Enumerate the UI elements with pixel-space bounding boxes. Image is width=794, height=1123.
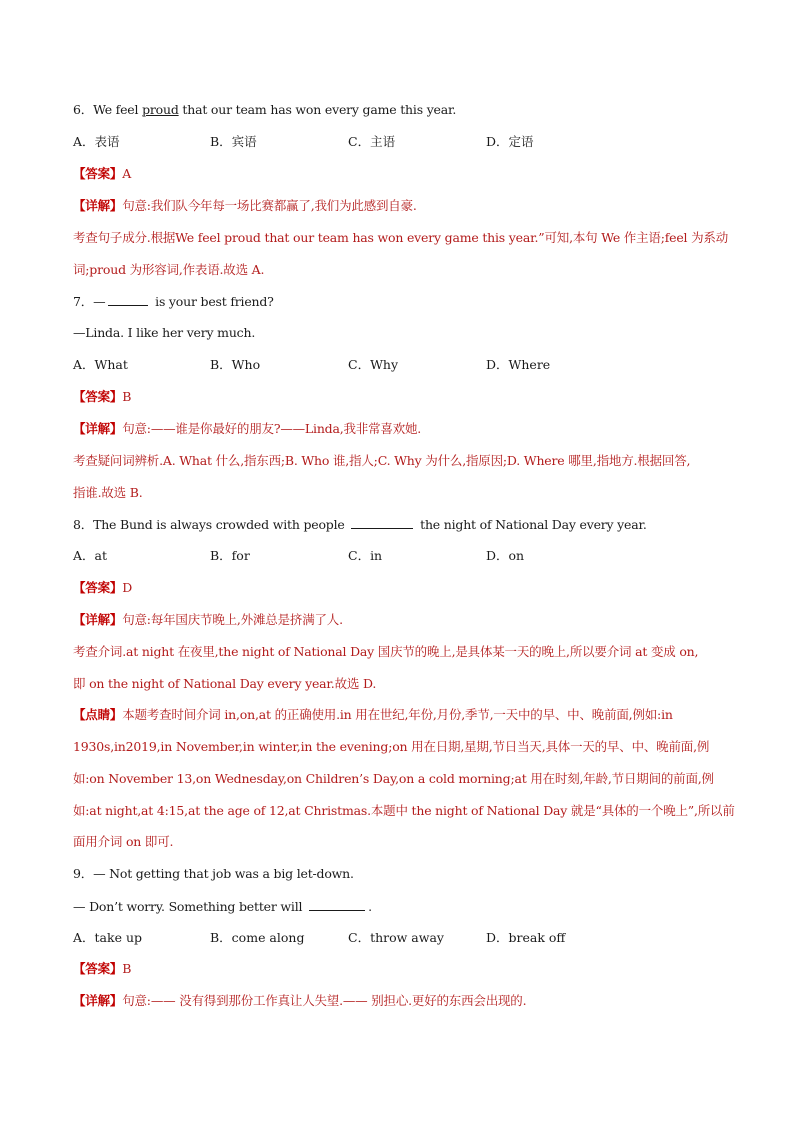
option-c: C．throw away — [348, 930, 444, 945]
answer-blank — [309, 898, 365, 911]
answer-line — [73, 166, 131, 182]
question-number: 7． — [73, 294, 94, 309]
answer-tag: 【答案】 — [73, 389, 123, 404]
point-line: 如:at night,at 4:15,at the age of 12,at Christmas.本题中 the night of National Day 就是“具体的一个晚上”,所以前 — [73, 803, 735, 818]
point-line: 【点睛】本题考查时间介词 in,on,at 的正确使用.in 用在世纪,年份,月份,季节,一天中的早、中、晚前面,例如:in — [73, 707, 673, 722]
detail-tag: 【详解】 — [73, 198, 123, 213]
question-7-stem: 7．— is your best friend? — [73, 294, 274, 309]
question-number: 9． — [73, 866, 94, 881]
detail-tag: 【详解】 — [73, 612, 123, 627]
answer-value: D — [122, 580, 133, 595]
question-9-reply: — Don’t worry. Something better will . — [73, 899, 372, 914]
answer-tag: 【答案】 — [73, 166, 123, 181]
answer-value: B — [122, 389, 132, 404]
question-9-stem: 9．— Not getting that job was a big let-down. — [73, 866, 354, 881]
detail-line: 考查疑问词辨析.A. What 什么,指东西;B. Who 谁,指人;C. Why 为什么,指原因;D. Where 哪里,指地方.根据回答, — [73, 453, 691, 468]
answer-tag: 【答案】 — [73, 580, 123, 595]
option-d: D．Where — [486, 357, 551, 372]
option-c: C．主语 — [348, 134, 396, 149]
option-a: A．表语 — [73, 134, 120, 149]
answer-value: A — [122, 166, 132, 181]
point-line: 面用介词 on 即可. — [73, 834, 174, 849]
detail-line: 【详解】句意:—— 没有得到那份工作真让人失望.—— 别担心.更好的东西会出现的. — [73, 993, 527, 1008]
answer-tag: 【答案】 — [73, 961, 123, 976]
option-b: B．宾语 — [210, 134, 257, 149]
option-d: D．定语 — [486, 134, 534, 149]
detail-line: 考查介词.at night 在夜里,the night of National Day 国庆节的晚上,是具体某一天的晚上,所以要介词 at 变成 on, — [73, 644, 699, 659]
option-b: B．for — [210, 548, 250, 563]
detail-line: 【详解】句意:我们队今年每一场比赛都赢了,我们为此感到自豪. — [73, 198, 417, 213]
option-c: C．in — [348, 548, 383, 563]
option-a: A．take up — [73, 930, 143, 945]
answer-line — [73, 389, 131, 405]
option-a: A．at — [73, 548, 108, 563]
answer-blank — [351, 516, 413, 529]
point-line: 1930s,in2019,in November,in winter,in the evening;on 用在日期,星期,节日当天,具体一天的早、中、晚前面,例 — [73, 739, 710, 754]
option-d: D．on — [486, 548, 525, 563]
answer-line — [73, 961, 131, 977]
answer-value: B — [122, 961, 132, 976]
detail-line: 即 on the night of National Day every year.故选 D. — [73, 676, 377, 691]
point-line: 如:on November 13,on Wednesday,on Children’s Day,on a cold morning;at 用在时刻,年龄,节日期间的前面,例 — [73, 771, 714, 786]
question-number: 6． — [73, 102, 94, 117]
question-6-stem: 6．We feel proud that our team has won every game this year. — [73, 102, 457, 117]
question-number: 8． — [73, 517, 94, 532]
detail-line: 指谁.故选 B. — [73, 485, 143, 500]
detail-line: 考查句子成分.根据We feel proud that our team has won every game this year.”可知,本句 We 作主语;feel 为系动 — [73, 230, 729, 245]
question-8-stem: 8．The Bund is always crowded with people the night of National Day every year. — [73, 517, 647, 532]
detail-line: 【详解】句意:——谁是你最好的朋友?——Linda,我非常喜欢她. — [73, 421, 422, 436]
detail-line: 【详解】句意:每年国庆节晚上,外滩总是挤满了人. — [73, 612, 343, 627]
option-b: B．Who — [210, 357, 261, 372]
point-tag: 【点睛】 — [73, 707, 123, 722]
underlined-word: proud — [142, 102, 179, 117]
detail-tag: 【详解】 — [73, 421, 123, 436]
question-7-reply: —Linda. I like her very much. — [73, 325, 256, 340]
option-b: B．come along — [210, 930, 305, 945]
option-a: A．What — [73, 357, 128, 372]
option-c: C．Why — [348, 357, 399, 372]
detail-line: 词;proud 为形容词,作表语.故选 A. — [73, 262, 265, 277]
detail-tag: 【详解】 — [73, 993, 123, 1008]
answer-blank — [108, 293, 148, 306]
option-d: D．break off — [486, 930, 566, 945]
answer-line — [73, 580, 132, 596]
